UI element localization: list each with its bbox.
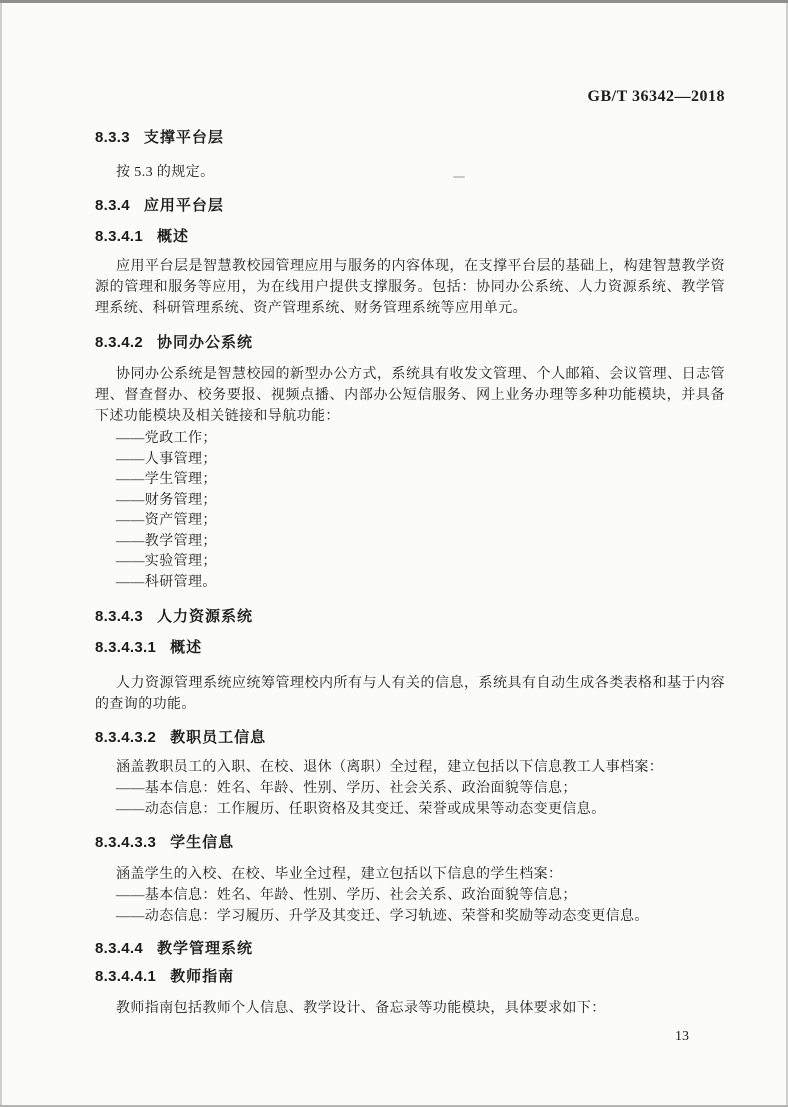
list-item: ——科研管理。	[116, 574, 217, 590]
list-item: ——基本信息：姓名、年龄、性别、学历、社会关系、政治面貌等信息；	[116, 781, 577, 796]
section-number: 8.3.4.4.1	[95, 968, 157, 985]
section-title: 协同办公系统	[156, 334, 253, 351]
section-title: 学生信息	[170, 834, 235, 851]
section-heading-8.3.4.3.3	[95, 833, 725, 853]
section-heading-8.3.4.3.2	[95, 728, 725, 748]
list-item: ——实验管理；	[116, 554, 217, 569]
paragraph: 人力资源管理系统应统筹管理校内所有与人有关的信息，系统具有自动生成各类表格和基于内容的查询的功能。	[95, 676, 725, 712]
section-heading-8.3.4.3	[95, 607, 725, 627]
section-title: 概述	[170, 639, 203, 656]
dash-list	[95, 885, 725, 927]
standard-code: GB/T 36342—2018	[587, 88, 725, 105]
section-number: 8.3.4.1	[95, 228, 143, 245]
section-title: 人力资源系统	[156, 608, 253, 625]
paragraph: 涵盖教职员工的入职、在校、退休（离职）全过程，建立包括以下信息教工人事档案：	[116, 760, 664, 775]
list-item: ——动态信息：工作履历、任职资格及其变迁、荣誉或成果等动态变更信息。	[116, 802, 606, 817]
list-item: ——人事管理；	[116, 451, 217, 467]
paragraph: 协同办公系统是智慧校园的新型办公方式，系统具有收发文管理、个人邮箱、会议管理、日志管理、督查督办、校务要报、视频点播、内部办公短信服务、网上业务办理等多种功能模块，并具备下述功能模块及相关链接和导航功能：	[95, 367, 725, 424]
section-title: 教职员工信息	[170, 729, 267, 746]
scan-artifact	[453, 176, 465, 178]
section-heading-8.3.4.2	[95, 333, 725, 353]
dash-list	[95, 778, 725, 820]
paragraph: 应用平台层是智慧教校园管理应用与服务的内容体现，在支撑平台层的基础上，构建智慧教学资源的管理和服务等应用，为在线用户提供支撑服务。包括：协同办公系统、人力资源系统、教学管理系统、科研管理系统、资产管理系统、财务管理系统等应用单元。	[95, 259, 725, 316]
list-item: ——基本信息：姓名、年龄、性别、学历、社会关系、政治面貌等信息；	[116, 888, 577, 903]
paragraph: 教师指南包括教师个人信息、教学设计、备忘录等功能模块，具体要求如下：	[116, 1001, 606, 1016]
section-title: 应用平台层	[143, 197, 224, 214]
paragraph: 涵盖学生的入校、在校、毕业全过程，建立包括以下信息的学生档案：	[116, 867, 563, 882]
section-number: 8.3.4.3	[95, 608, 143, 625]
dash-list	[95, 429, 725, 593]
list-item: ——财务管理；	[116, 492, 217, 508]
section-heading-8.3.4.4	[95, 939, 725, 959]
section-title: 概述	[156, 228, 189, 245]
list-item: ——教学管理；	[116, 533, 217, 549]
section-title: 支撑平台层	[143, 129, 224, 146]
section-number: 8.3.4.3.2	[95, 729, 157, 746]
paragraph: 按 5.3 的规定。	[116, 165, 215, 180]
section-heading-8.3.4.1	[95, 227, 725, 247]
section-number: 8.3.4.4	[95, 940, 143, 957]
section-number: 8.3.4.2	[95, 334, 143, 351]
section-heading-8.3.3	[95, 128, 725, 148]
section-title: 教学管理系统	[156, 940, 253, 957]
list-item: ——党政工作；	[116, 431, 217, 446]
section-number: 8.3.4.3.1	[95, 639, 157, 656]
section-heading-8.3.4.3.1	[95, 638, 725, 658]
section-heading-8.3.4	[95, 196, 725, 216]
section-number: 8.3.3	[95, 129, 130, 146]
section-heading-8.3.4.4.1	[95, 967, 725, 987]
section-number: 8.3.4.3.3	[95, 834, 157, 851]
list-item: ——资产管理；	[116, 513, 217, 528]
list-item: ——动态信息：学习履历、升学及其变迁、学习轨迹、荣誉和奖励等动态变更信息。	[116, 909, 649, 924]
section-number: 8.3.4	[95, 197, 130, 214]
page-number: 13	[675, 1029, 689, 1044]
list-item: ——学生管理；	[116, 472, 217, 487]
section-title: 教师指南	[170, 968, 235, 985]
